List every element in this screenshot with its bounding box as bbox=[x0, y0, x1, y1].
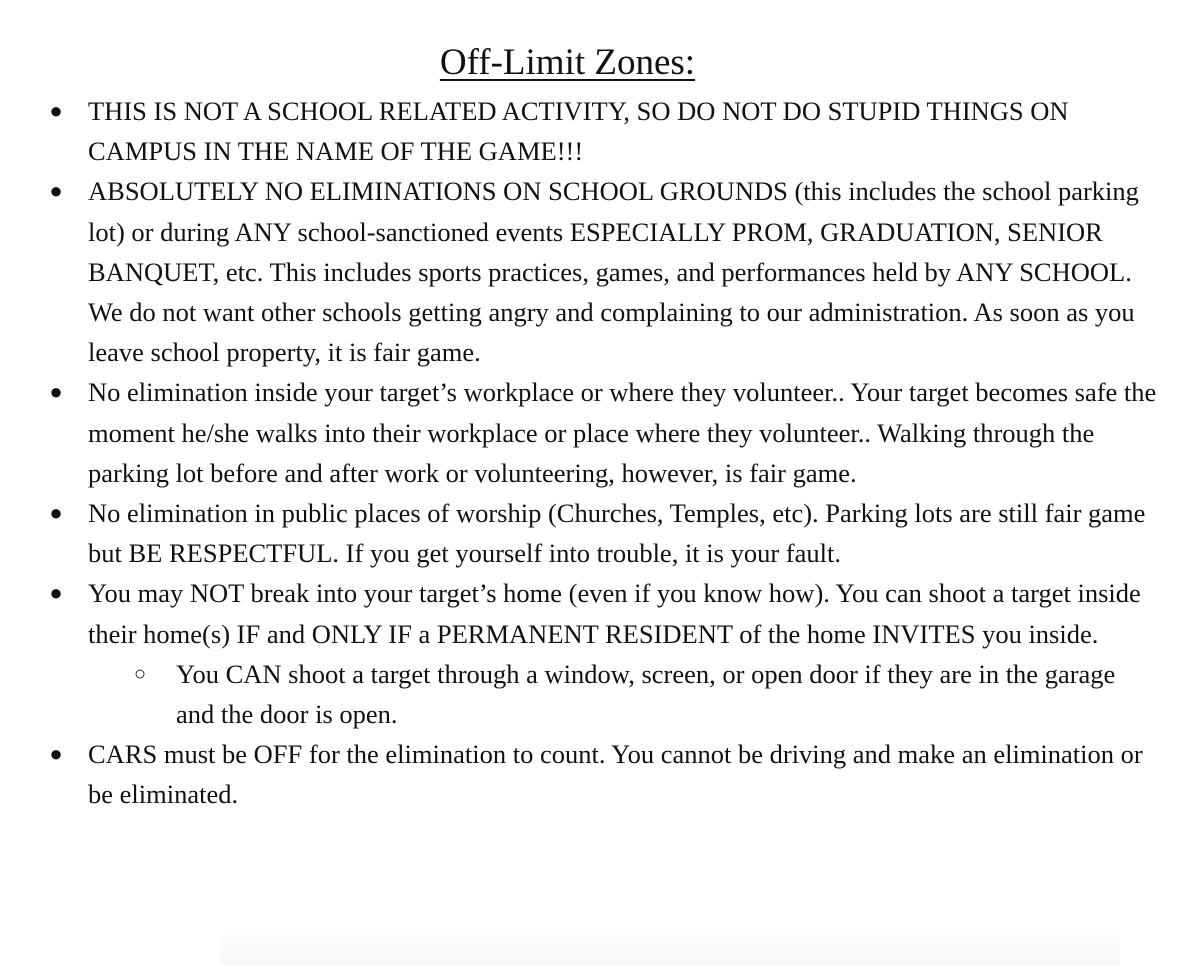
list-item bbox=[0, 493, 1200, 573]
list-item bbox=[0, 171, 1200, 372]
list-item-text: ABSOLUTELY NO ELIMINATIONS ON SCHOOL GROUNDS (this includes the school parking lot) or during ANY school-sanctioned events ESPECIALLY PROM, GRADUATION, SENIOR BANQUET, etc. This includes sports practices, games, and performances held by ANY SCHOOL. We do not want other schools getting angry and complaining to our administration. As soon as you leave school property, it is fair game. bbox=[88, 176, 1139, 368]
list-item-text: No elimination inside your target’s workplace or where they volunteer.. Your target becomes safe the moment he/she walks into their workplace or place where they volunteer.. Walking through the parking lot before and after work or volunteering, however, is fair game. bbox=[88, 377, 1157, 488]
bullet-icon: ● bbox=[49, 741, 63, 767]
sub-list-item bbox=[0, 654, 1200, 734]
page-title: Off-Limit Zones: bbox=[439, 42, 696, 83]
list-item-text: CARS must be OFF for the elimination to count. You cannot be driving and make an elimination or be eliminated. bbox=[88, 739, 1143, 810]
bullet-icon: ● bbox=[49, 178, 63, 204]
list-item-text: You may NOT break into your target’s home (even if you know how). You can shoot a target inside their home(s) IF and ONLY IF a PERMANENT RESIDENT of the home INVITES you inside. bbox=[88, 578, 1141, 649]
rules-list bbox=[0, 91, 1200, 815]
list-item bbox=[0, 734, 1200, 814]
bullet-icon: ● bbox=[49, 500, 63, 526]
list-item-text: No elimination in public places of worship (Churches, Temples, etc). Parking lots are still fair game but BE RESPECTFUL. If you get yourself into trouble, it is your fault. bbox=[88, 498, 1146, 569]
list-item bbox=[0, 91, 1200, 171]
list-item bbox=[0, 573, 1200, 653]
bullet-icon: ● bbox=[49, 379, 63, 405]
sub-list-item-text: You CAN shoot a target through a window, screen, or open door if they are in the garage and the door is open. bbox=[176, 658, 1116, 730]
hollow-bullet-icon: ○ bbox=[133, 662, 147, 685]
list-item-text: THIS IS NOT A SCHOOL RELATED ACTIVITY, SO DO NOT DO STUPID THINGS ON CAMPUS IN THE NAME OF THE GAME!!! bbox=[88, 96, 1069, 167]
list-item bbox=[0, 372, 1200, 493]
bullet-icon: ● bbox=[49, 580, 63, 606]
bullet-icon: ● bbox=[49, 98, 63, 123]
page-edge-shadow bbox=[220, 930, 1120, 965]
